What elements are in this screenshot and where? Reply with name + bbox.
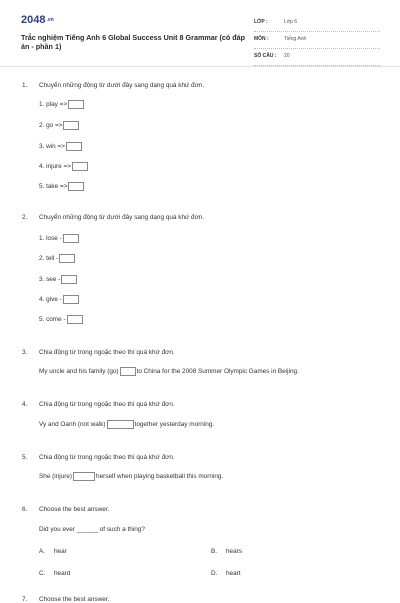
option-a[interactable]: A. hear: [39, 548, 67, 555]
answer-input[interactable]: [63, 121, 79, 130]
option-c[interactable]: C. heard: [39, 570, 71, 577]
list-item: 3. win =>: [39, 142, 82, 151]
answer-input[interactable]: [66, 142, 82, 151]
meta-label: MÔN :: [254, 36, 269, 42]
header-divider: [0, 66, 400, 67]
meta-value: Tiếng Anh: [284, 36, 307, 42]
answer-input[interactable]: [107, 420, 134, 429]
meta-value: Lớp 6: [284, 19, 298, 25]
answer-input[interactable]: [73, 472, 95, 481]
question-text: Choose the best answer.: [39, 596, 110, 603]
question-text: Chia động từ trong ngoặc theo thì quá khứ đơn.: [39, 454, 175, 461]
answer-input[interactable]: [63, 234, 79, 243]
meta-value: 20: [284, 53, 290, 59]
meta-label: LỚP :: [254, 19, 268, 25]
question-number: 2.: [22, 214, 28, 221]
sentence: Vy and Oanh (not walk) together yesterday morning.: [39, 421, 215, 428]
option-b[interactable]: B. hears: [211, 548, 242, 555]
question-number: 5.: [22, 454, 28, 461]
question-number: 3.: [22, 349, 28, 356]
list-item: 2. go =>: [39, 121, 79, 130]
list-item: 5. take =>: [39, 182, 84, 191]
answer-input[interactable]: [63, 295, 79, 304]
answer-input[interactable]: [67, 315, 83, 324]
answer-input[interactable]: [68, 100, 84, 109]
answer-input[interactable]: [61, 275, 77, 284]
meta-row-subject: [254, 33, 380, 49]
list-item: 2. tell -: [39, 254, 75, 263]
option-d[interactable]: D. heart: [211, 570, 241, 577]
answer-input[interactable]: [72, 162, 88, 171]
question-text: Chia động từ trong ngoặc theo thì quá khứ đơn.: [39, 401, 175, 408]
meta-info: [254, 16, 380, 67]
meta-label: SỐ CÂU :: [254, 53, 277, 59]
question-number: 4.: [22, 401, 28, 408]
question-number: 7.: [22, 596, 28, 603]
list-item: 4. give -: [39, 295, 79, 304]
logo[interactable]: 2048.vn: [21, 14, 54, 26]
sentence: She (injure) herself when playing basketball this morning.: [39, 473, 224, 480]
list-item: 4. injure =>: [39, 162, 88, 171]
list-item: 5. come -: [39, 315, 83, 324]
question-text: Chia động từ trong ngoặc theo thì quá khứ đơn.: [39, 349, 175, 356]
sentence: Did you ever ______ of such a thing?: [39, 526, 145, 533]
meta-row-count: [254, 50, 380, 66]
question-text: Chuyển những động từ dưới đây sang dạng quá khứ đơn.: [39, 82, 205, 89]
question-number: 1.: [22, 82, 28, 89]
answer-input[interactable]: [59, 254, 75, 263]
page-title: Trắc nghiệm Tiếng Anh 6 Global Success Unit 8 Grammar (có đáp án - phần 1): [21, 33, 246, 51]
sentence: My uncle and his family (go) to China for the 2008 Summer Olympic Games in Beijing.: [39, 368, 299, 375]
answer-input[interactable]: [68, 182, 84, 191]
question-text: Chuyển những động từ dưới đây sang dạng quá khứ đơn.: [39, 214, 205, 221]
meta-row-class: [254, 16, 380, 32]
list-item: 1. lose -: [39, 234, 79, 243]
question-number: 6.: [22, 506, 28, 513]
header: [0, 0, 400, 66]
list-item: 3. see -: [39, 275, 77, 284]
list-item: 1. play =>: [39, 100, 84, 109]
question-text: Choose the best answer.: [39, 506, 110, 513]
answer-input[interactable]: [120, 367, 136, 376]
